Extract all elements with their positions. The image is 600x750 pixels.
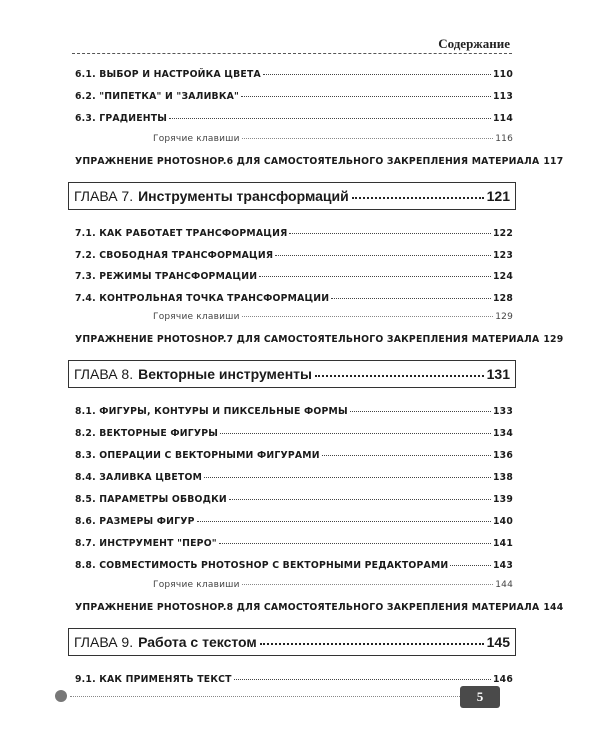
dot-leader	[263, 74, 491, 75]
toc-entry-page: 117	[543, 156, 564, 167]
toc-entry-page: 146	[492, 674, 513, 685]
toc-entry-7-1[interactable]	[75, 228, 513, 239]
dot-leader	[331, 298, 491, 299]
chapter-title: Векторные инструменты	[138, 366, 312, 382]
toc-entry-8-1[interactable]	[75, 406, 513, 417]
toc-entry-label: 7.2. СВОБОДНАЯ ТРАНСФОРМАЦИЯ	[75, 250, 274, 261]
toc-entry-label: УПРАЖНЕНИЕ PHOTOSHOP.7 ДЛЯ САМОСТОЯТЕЛЬНОГО ЗАКРЕПЛЕНИЯ МАТЕРИАЛА	[75, 334, 540, 345]
toc-entry-page: 144	[495, 580, 513, 590]
toc-entry-8-8[interactable]	[75, 560, 513, 571]
dot-leader	[315, 375, 484, 377]
chapter-title: Работа с текстом	[138, 634, 257, 650]
toc-entry-8-4[interactable]	[75, 472, 513, 483]
toc-entry-label: Горячие клавиши	[153, 580, 240, 590]
chapter-page: 121	[486, 188, 510, 204]
toc-entry-label: УПРАЖНЕНИЕ PHOTOSHOP.6 ДЛЯ САМОСТОЯТЕЛЬНОГО ЗАКРЕПЛЕНИЯ МАТЕРИАЛА	[75, 156, 540, 167]
dot-leader	[352, 197, 484, 199]
dot-leader	[260, 643, 484, 645]
toc-entry-page: 141	[492, 538, 513, 549]
toc-entry-label: 7.1. КАК РАБОТАЕТ ТРАНСФОРМАЦИЯ	[75, 228, 288, 239]
toc-entry-7-4[interactable]	[75, 293, 513, 304]
toc-entry-page: 144	[543, 602, 564, 613]
toc-entry-label: 8.4. ЗАЛИВКА ЦВЕТОМ	[75, 472, 203, 483]
dot-leader	[169, 118, 491, 119]
toc-entry-label: 6.3. ГРАДИЕНТЫ	[75, 113, 168, 124]
toc-entry-8-5[interactable]	[75, 494, 513, 505]
chapter-7-heading[interactable]	[68, 182, 516, 210]
chapter-9-heading[interactable]	[68, 628, 516, 656]
toc-entry-page: 129	[543, 334, 564, 345]
dot-leader	[242, 584, 494, 585]
toc-entry-page: 124	[492, 271, 513, 282]
toc-entry-page: 140	[492, 516, 513, 527]
toc-entry-page: 133	[492, 406, 513, 417]
toc-entry-label: 8.7. ИНСТРУМЕНТ "ПЕРО"	[75, 538, 217, 549]
toc-entry-8-3[interactable]	[75, 450, 513, 461]
toc-entry-8-6[interactable]	[75, 516, 513, 527]
toc-entry-label: 7.4. КОНТРОЛЬНАЯ ТОЧКА ТРАНСФОРМАЦИИ	[75, 293, 330, 304]
dot-leader	[229, 499, 491, 500]
chapter-page: 131	[486, 366, 510, 382]
toc-entry-page: 116	[495, 134, 513, 144]
dot-leader	[242, 316, 494, 317]
dot-leader	[204, 477, 491, 478]
dot-leader	[197, 521, 491, 522]
toc-entry-6-2[interactable]	[75, 91, 513, 102]
footer-circle-ornament	[55, 690, 67, 702]
toc-entry-7-2[interactable]	[75, 250, 513, 261]
toc-entry-label: 6.1. ВЫБОР И НАСТРОЙКА ЦВЕТА	[75, 69, 261, 80]
toc-entry-label: 6.2. "ПИПЕТКА" И "ЗАЛИВКА"	[75, 91, 240, 102]
toc-entry-page: 122	[492, 228, 513, 239]
chapter-page: 145	[486, 634, 510, 650]
toc-entry-label: 8.2. ВЕКТОРНЫЕ ФИГУРЫ	[75, 428, 219, 439]
toc-entry-page: 134	[492, 428, 513, 439]
toc-entry-exercise-8[interactable]	[75, 602, 564, 613]
toc-entry-7-3[interactable]	[75, 271, 513, 282]
toc-entry-page: 110	[492, 69, 513, 80]
toc-entry-page: 123	[492, 250, 513, 261]
chapter-8-heading[interactable]	[68, 360, 516, 388]
toc-entry-label: 8.6. РАЗМЕРЫ ФИГУР	[75, 516, 195, 527]
dot-leader	[289, 233, 491, 234]
dot-leader	[350, 411, 491, 412]
chapter-number: ГЛАВА 7.	[74, 188, 134, 204]
toc-entry-hotkeys-8[interactable]	[153, 580, 513, 590]
toc-entry-9-1[interactable]	[75, 674, 513, 685]
chapter-title: Инструменты трансформаций	[138, 188, 349, 204]
dot-leader	[220, 433, 491, 434]
toc-entry-page: 143	[492, 560, 513, 571]
dot-leader	[241, 96, 491, 97]
toc-entry-8-2[interactable]	[75, 428, 513, 439]
toc-entry-label: 8.1. ФИГУРЫ, КОНТУРЫ И ПИКСЕЛЬНЫЕ ФОРМЫ	[75, 406, 348, 417]
toc-entry-page: 128	[492, 293, 513, 304]
chapter-number: ГЛАВА 8.	[74, 366, 134, 382]
toc-entry-page: 139	[492, 494, 513, 505]
toc-entry-6-1[interactable]	[75, 69, 513, 80]
toc-entry-exercise-6[interactable]	[75, 156, 564, 167]
toc-entry-label: Горячие клавиши	[153, 134, 240, 144]
toc-entry-6-3[interactable]	[75, 113, 513, 124]
toc-entry-label: 8.3. ОПЕРАЦИИ С ВЕКТОРНЫМИ ФИГУРАМИ	[75, 450, 320, 461]
toc-entry-label: 8.5. ПАРАМЕТРЫ ОБВОДКИ	[75, 494, 227, 505]
dot-leader	[322, 455, 491, 456]
toc-entry-hotkeys-7[interactable]	[153, 312, 513, 322]
toc-entry-page: 129	[495, 312, 513, 322]
chapter-number: ГЛАВА 9.	[74, 634, 134, 650]
toc-entry-8-7[interactable]	[75, 538, 513, 549]
toc-entry-label: 9.1. КАК ПРИМЕНЯТЬ ТЕКСТ	[75, 674, 232, 685]
dot-leader	[450, 565, 491, 566]
toc-entry-page: 114	[492, 113, 513, 124]
toc-entry-label: УПРАЖНЕНИЕ PHOTOSHOP.8 ДЛЯ САМОСТОЯТЕЛЬНОГО ЗАКРЕПЛЕНИЯ МАТЕРИАЛА	[75, 602, 540, 613]
footer-divider	[70, 696, 460, 697]
page-header-title: Содержание	[438, 36, 510, 51]
dot-leader	[259, 276, 491, 277]
toc-entry-label: Горячие клавиши	[153, 312, 240, 322]
toc-entry-page: 136	[492, 450, 513, 461]
toc-entry-hotkeys-6[interactable]	[153, 134, 513, 144]
dot-leader	[242, 138, 494, 139]
toc-entry-label: 7.3. РЕЖИМЫ ТРАНСФОРМАЦИИ	[75, 271, 258, 282]
dot-leader	[275, 255, 491, 256]
dot-leader	[234, 679, 491, 680]
toc-entry-page: 113	[492, 91, 513, 102]
dot-leader	[219, 543, 491, 544]
page-number-badge: 5	[460, 686, 500, 708]
toc-entry-exercise-7[interactable]	[75, 334, 564, 345]
toc-entry-page: 138	[492, 472, 513, 483]
toc-entry-label: 8.8. СОВМЕСТИМОСТЬ PHOTOSHOP С ВЕКТОРНЫМИ РЕДАКТОРАМИ	[75, 560, 449, 571]
